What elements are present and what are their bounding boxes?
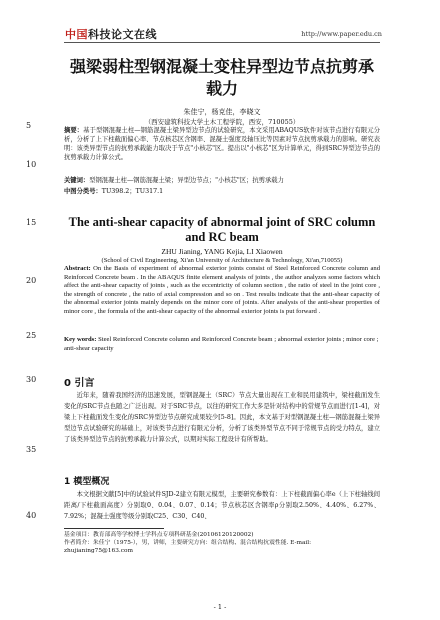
keywords-zh-text: 型钢混凝土柱—钢筋混凝土梁；异型边节点；"小核芯"区；抗剪承载力 [89, 177, 284, 184]
english-title: The anti-shear capacity of abnormal joint of SRC column and RC beam [68, 215, 376, 244]
abstract-en-text: On the Basis of experiment of abnormal exterior joints consist of Steel Reinforced Concrete column and Reinforced Concrete beam . In the ABAQUS finite element analysis of joints , the author analyzes some factors which affect the anti-shear capacity of joints , such as the eccentricity of column section , the ratio of steel in the joint core , the strength of concrete , the ratio of axial compression and so on . Test results indicate that the anti-shear capacity of the abnormal exterior joints mainly depends on the minor core of joints. After analysis of the anti-shear properties of minor core , the formula of the anti-shear capacity of the abnormal exterior joints is put forward . [64, 265, 381, 315]
footnote-divider [64, 528, 164, 529]
section-heading-intro: 0 引言 [64, 378, 95, 389]
journal-logo [65, 26, 157, 42]
keywords-en-text: Steel Reinforced Concrete column and Reinforced Concrete beam ; abnormal exterior joints ; minor core ; anti-shear capacity [64, 336, 379, 352]
line-number: 30 [26, 375, 37, 384]
footnote-author: 作者简介：朱佳宁（1975-），男，讲师，主要研究方向：组合结构、混合结构抗震性能. E-mail: zhujianing75@163.com [64, 540, 312, 554]
intro-paragraph: 近年来，随着我国经济的迅速发展，型钢混凝土（SRC）节点大量出现在工业和民用建筑中，梁柱截面发生变化的SRC节点也随之广泛出现。对于SRC节点，以往的研究工作大多是针对结构中的常规节点而进行[1-4]，对梁上下柱截面发生变化的SRC异型边节点研究成果较少[5-8]。因此，本文基于对型钢混凝土柱—钢筋混凝土梁异型边节点试验研究的基础上，对该类节点进行有限元分析，分析了该类异型节点不同于常规节点的受力特点，建立了该类异型边节点的抗剪承载力计算公式，以期对实际工程设计有所帮助。 [64, 392, 380, 443]
english-keywords [64, 336, 380, 353]
line-number: 20 [26, 276, 37, 285]
line-number: 10 [26, 160, 37, 169]
section-heading-model: 1 模型概况 [64, 477, 110, 487]
english-authors: ZHU Jianing, YANG Kejia, LI Xiaowen [161, 247, 283, 256]
english-affiliation: (School of Civil Engineering, Xi'an University of Architecture & Technology, Xi'an,710055) [101, 257, 343, 264]
page-header [0, 0, 440, 52]
footnote-fund: 基金项目：教育部高等学校博士学科点专项科研基金(20106120120002) [64, 532, 254, 538]
keywords-en-label: Key words: [64, 336, 97, 343]
line-number: 25 [26, 331, 37, 340]
chinese-keywords [64, 176, 380, 185]
logo-part-2: 科技论文在线 [88, 28, 157, 41]
english-abstract [64, 265, 380, 317]
class-zh-text: TU398.2；TU317.1 [101, 188, 164, 195]
line-number: 40 [26, 511, 37, 520]
header-divider [64, 42, 380, 43]
chinese-abstract [64, 126, 380, 162]
abstract-zh-label: 摘要： [64, 127, 84, 134]
line-number: 5 [26, 121, 32, 130]
class-zh-label: 中图分类号： [64, 188, 102, 195]
site-url[interactable]: http://www.paper.edu.cn [301, 30, 382, 38]
logo-part-1: 中国 [65, 28, 88, 41]
abstract-zh-text: 基于型钢混凝土柱—钢筋混凝土梁异型边节点的试验研究，本文采用ABAQUS软件对该节点进行有限元分析，分析了上下柱截面偏心率、节点核芯区含钢率、混凝土强度及轴压比等因素对节点抗剪承载力的影响。研究表明：该类异型节点的抗剪承载能力取决于节点"小核芯"区。提出以"小核芯"区为计算单元，得到SRC异型边节点的抗剪承载力计算公式。 [64, 127, 380, 161]
footnotes [64, 531, 380, 555]
model-paragraph: 本文根据文献[5]中的试验试件SJD-2建立有限元模型，主要研究参数有：上下柱截面偏心率e（上下柱轴线间距离/下柱截面高度）分别取0、0.04、0.07、0.14；节点核芯区含钢率ρ分别取2.50%、4.40%、6.27%、7.92%；混凝土强度等级分别取C25、C30、C40、 [64, 491, 380, 520]
chinese-authors: 朱佳宁，杨克佳，李晓文 [183, 108, 261, 116]
chinese-title: 强梁弱柱型钢混凝土变柱异型边节点抗剪承载力 [69, 57, 374, 98]
page-number: - 1 - [213, 603, 227, 611]
chinese-affiliation: （西安建筑科技大学土木工程学院，西安，710055） [144, 118, 300, 126]
keywords-zh-label: 关键词： [64, 177, 90, 184]
abstract-en-label: Abstract: [64, 265, 91, 272]
classification-number [64, 186, 380, 195]
line-number: 15 [26, 218, 37, 227]
line-number: 35 [26, 445, 37, 454]
